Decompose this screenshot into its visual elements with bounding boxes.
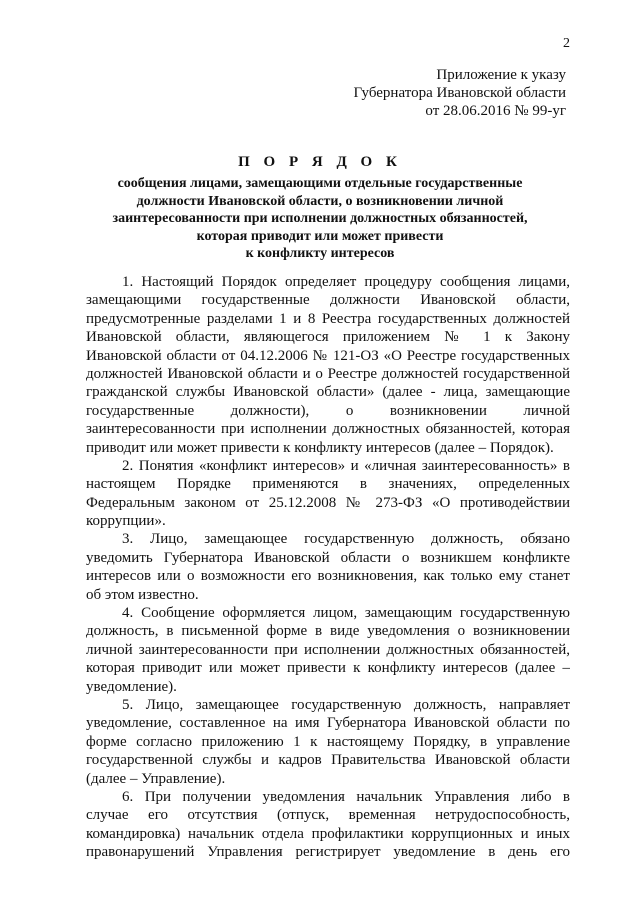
paragraph-line: об этом известно. <box>86 586 199 603</box>
paragraph-line: 3. Лицо, замещающее государственную должность, обязано <box>122 531 570 548</box>
paragraph-line: интересов или о возможности его возникновения, как только ему станет <box>86 568 570 585</box>
paragraph-line: должность, в письменной форме в виде уведомления о возникновении <box>86 623 570 640</box>
paragraph-line: коррупции». <box>86 513 166 530</box>
document-body <box>86 273 570 862</box>
paragraph-line: Ивановской области от 04.12.2006 № 121-ОЗ «О Реестре государственных <box>86 347 570 364</box>
paragraph-line: настоящем Порядке применяются в значениях, определенных <box>86 476 570 493</box>
appendix-line: Губернатора Ивановской области <box>353 85 566 101</box>
paragraph-line: 4. Сообщение оформляется лицом, замещающим государственную <box>122 605 570 622</box>
paragraph-line: форме согласно приложению 1 к настоящему Порядку, в управление <box>86 733 570 750</box>
paragraph-line: замещающими государственные должности Ивановской области, <box>86 292 570 309</box>
paragraph-line: 2. Понятия «конфликт интересов» и «личная заинтересованность» в <box>122 457 570 474</box>
paragraph-line: уведомление). <box>86 678 177 695</box>
page-number: 2 <box>563 36 570 51</box>
paragraph-line: гражданской службы Ивановской области» (далее - лица, замещающие <box>86 384 570 401</box>
paragraph-line: 1. Настоящий Порядок определяет процедуру сообщения лицами, <box>122 274 570 290</box>
paragraph-line: личной заинтересованности при исполнении должностных обязанностей, <box>86 641 570 658</box>
paragraph-line: должностей Ивановской области и о Реестре должностей государственной <box>86 365 570 382</box>
document-subtitle <box>90 175 550 263</box>
appendix-header <box>353 66 566 120</box>
paragraph-line: 6. При получении уведомления начальник Управления либо в <box>122 788 570 805</box>
document-title: П О Р Я Д О К <box>238 154 402 170</box>
paragraph <box>86 273 570 457</box>
subtitle-line: заинтересованности при исполнении должностных обязанностей, <box>112 211 528 226</box>
paragraph <box>86 788 570 862</box>
subtitle-line: к конфликту интересов <box>245 246 395 261</box>
appendix-line: от 28.06.2016 № 99-уг <box>425 103 566 119</box>
paragraph <box>86 530 570 604</box>
paragraph-line: командировка) начальник отдела профилактики коррупционных и иных <box>86 825 570 842</box>
paragraph-line: уведомить Губернатора Ивановской области о возникшем конфликте <box>86 549 570 566</box>
paragraph-line: Федеральным законом от 25.12.2008 № 273-ФЗ «О противодействии <box>86 494 570 511</box>
paragraph <box>86 457 570 531</box>
paragraph-line: которая приводит или может привести к конфликту интересов (далее – <box>86 660 570 677</box>
paragraph-line: правонарушений Управления регистрирует уведомление в день его <box>86 844 570 861</box>
subtitle-line: должности Ивановской области, о возникновении личной <box>136 193 504 209</box>
paragraph-line: предусмотренные разделами 1 и 8 Реестра государственных должностей <box>86 310 570 327</box>
paragraph-line: случае его отсутствия (отпуск, временная нетрудоспособность, <box>86 807 570 824</box>
paragraph-line: заинтересованности при исполнении должностных обязанностей, которая <box>86 421 570 438</box>
appendix-line: Приложение к указу <box>436 67 566 83</box>
paragraph-line: государственной службы и кадров Правительства Ивановской области <box>86 752 570 769</box>
paragraph-line: (далее – Управление). <box>86 770 226 787</box>
subtitle-line: которая приводит или может привести <box>196 228 444 244</box>
paragraph-line: уведомление, составленное на имя Губернатора Ивановской области по <box>86 715 570 732</box>
paragraph-line: государственные должности), о возникновении личной <box>86 402 570 419</box>
paragraph-line: 5. Лицо, замещающее государственную должность, направляет <box>122 696 570 713</box>
paragraph <box>86 696 570 788</box>
paragraph-line: Ивановской области, являющегося приложением № 1 к Закону <box>86 329 570 346</box>
paragraph-line: приводит или может привести к конфликту интересов (далее – Порядок). <box>86 439 554 456</box>
subtitle-line: сообщения лицами, замещающими отдельные государственные <box>117 176 523 191</box>
paragraph <box>86 604 570 696</box>
